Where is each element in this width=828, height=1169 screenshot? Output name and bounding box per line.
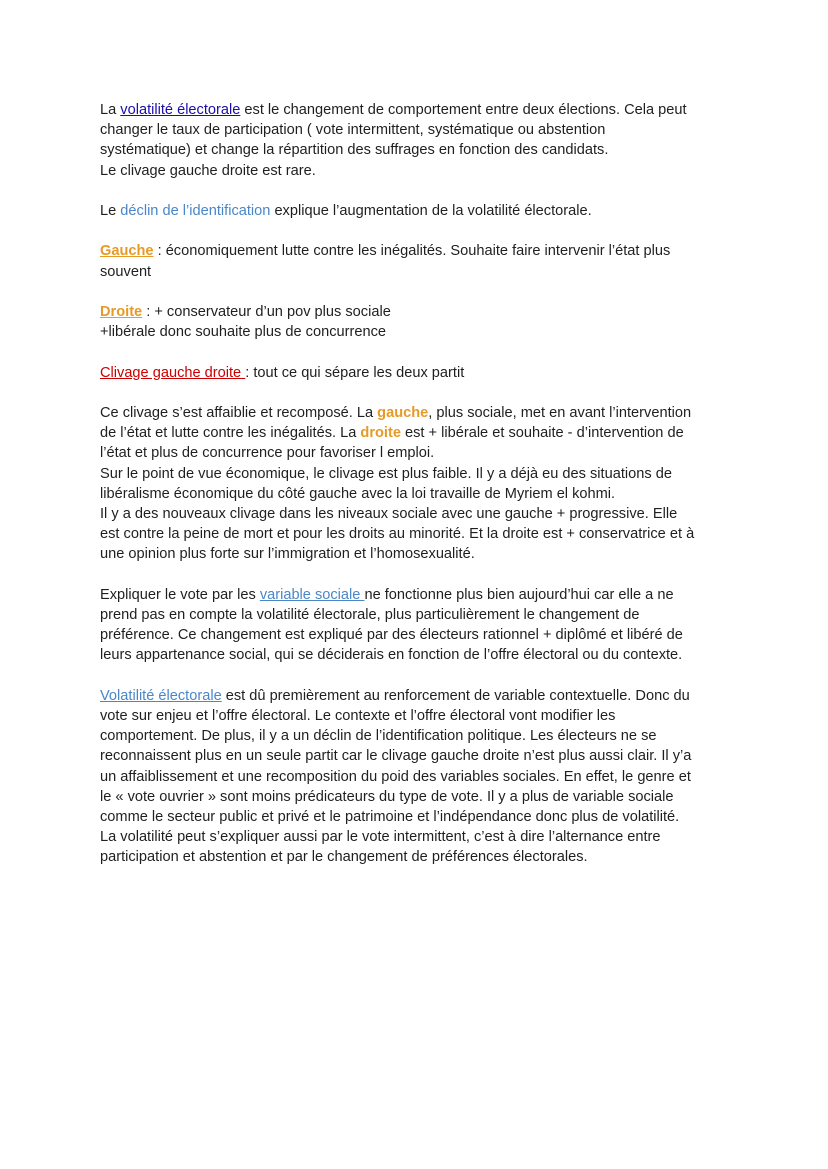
term-gauche-inline: gauche	[377, 404, 429, 421]
text-line: participation et abstention et par le changement de préférences électorales.	[100, 849, 588, 866]
text-line	[100, 241, 728, 261]
text-line: libéralisme économique du côté gauche avec la loi travaille de Myriem el kohmi.	[100, 485, 616, 502]
text-line: est contre la peine de mort et pour les droits au minorité. Et la droite est + conservatrice et à	[100, 526, 695, 543]
term-droite-inline: droite	[360, 425, 401, 442]
text-line: l’état et plus de concurrence pour favoriser l emploi.	[100, 445, 435, 462]
paragraph-droite	[100, 302, 728, 342]
text-line	[100, 363, 728, 383]
text-line: La volatilité peut s’expliquer aussi par le vote intermittent, c’est à dire l’alternance entre	[100, 829, 661, 846]
text-line	[100, 302, 728, 322]
text-line: un affaiblissement et une recomposition du poid des variables sociales. En effet, le genre et	[100, 768, 691, 785]
paragraph-variable-sociale	[100, 585, 728, 666]
text-line: Sur le point de vue économique, le clivage est plus faible. Il y a déjà eu des situations de	[100, 465, 672, 482]
paragraph-declin-identification	[100, 201, 728, 221]
text-segment: : économiquement lutte contre les inégalités. Souhaite faire intervenir l’état plus	[153, 243, 671, 260]
text-line	[100, 686, 728, 706]
paragraph-gauche	[100, 241, 728, 281]
link-volatilite-electorale[interactable]: volatilité électorale	[120, 102, 241, 118]
text-segment: est le changement de comportement entre deux élections. Cela peut	[240, 102, 687, 118]
text-segment: est + libérale et souhaite - d’intervention de	[400, 425, 684, 442]
text-segment: , plus sociale, met en avant l’intervention	[428, 404, 692, 421]
text-line: Il y a des nouveaux clivage dans les niveaux sociale avec une gauche + progressive. Elle	[100, 505, 678, 522]
paragraph-volatilite-definition	[100, 100, 728, 181]
text-segment: : tout ce qui sépare les deux partit	[245, 364, 465, 381]
text-line	[100, 403, 728, 423]
text-line: changer le taux de participation ( vote intermittent, systématique ou abstention	[100, 122, 606, 139]
text-line: une opinion plus forte sur l’immigration et l’homosexualité.	[100, 546, 475, 563]
text-segment: explique l’augmentation de la volatilité électorale.	[270, 203, 592, 219]
link-volatilite-electorale-2[interactable]: Volatilité électorale	[100, 687, 222, 704]
text-line: souvent	[100, 263, 152, 280]
text-line	[100, 585, 728, 605]
text-segment: : + conservateur d’un pov plus sociale	[142, 303, 391, 320]
document-body	[100, 100, 728, 888]
text-segment: Expliquer le vote par les	[100, 586, 260, 603]
text-segment: de l’état et lutte contre les inégalités. La	[100, 425, 361, 442]
text-line: systématique) et change la répartition des suffrages en fonction des candidats.	[100, 142, 609, 159]
text-line: Le clivage gauche droite est rare.	[100, 162, 316, 179]
text-line	[100, 423, 728, 443]
paragraph-volatilite-causes	[100, 686, 728, 868]
text-segment: Ce clivage s’est affaiblie et recomposé. La	[100, 404, 378, 421]
text-line: comportement. De plus, il y a un déclin de l’identification politique. Les électeurs ne se	[100, 728, 657, 745]
text-line: comme le secteur public et privé et le patrimoine et l’indépendance donc plus de volatilité.	[100, 809, 680, 825]
text-line	[100, 201, 728, 221]
text-line: vote sur enjeu et l’offre électoral. Le contexte et l’offre électoral vont modifier les	[100, 707, 616, 724]
text-segment: Le	[100, 203, 121, 219]
paragraph-clivage-recompose	[100, 403, 728, 565]
text-line: leurs appartenance social, qui se déciderais en fonction de l’offre électoral ou du contexte.	[100, 647, 683, 664]
text-line: le « vote ouvrier » sont moins prédicateurs du type de vote. Il y a plus de variable sociale	[100, 788, 674, 805]
text-segment: ne fonctionne plus bien aujourd’hui car elle a ne	[364, 586, 674, 603]
term-droite: Droite	[100, 303, 143, 320]
text-line: reconnaissent plus en un seule partit car le clivage gauche droite n’est plus aussi clair. Il y’a	[100, 748, 692, 765]
link-clivage-gauche-droite[interactable]: Clivage gauche droite	[100, 364, 246, 381]
term-declin-identification: déclin de l’identification	[120, 203, 271, 219]
text-segment: La	[100, 102, 121, 118]
text-line: +libérale donc souhaite plus de concurrence	[100, 324, 386, 341]
link-variable-sociale[interactable]: variable sociale	[259, 586, 365, 603]
text-line: préférence. Ce changement est expliqué par des électeurs rationnel + diplômé et libéré de	[100, 627, 683, 644]
text-segment: est dû premièrement au renforcement de variable contextuelle. Donc du	[221, 687, 690, 704]
text-line: prend pas en compte la volatilité électorale, plus particulièrement le changement de	[100, 606, 640, 623]
text-line	[100, 100, 728, 120]
paragraph-clivage	[100, 363, 728, 383]
term-gauche: Gauche	[100, 243, 154, 260]
